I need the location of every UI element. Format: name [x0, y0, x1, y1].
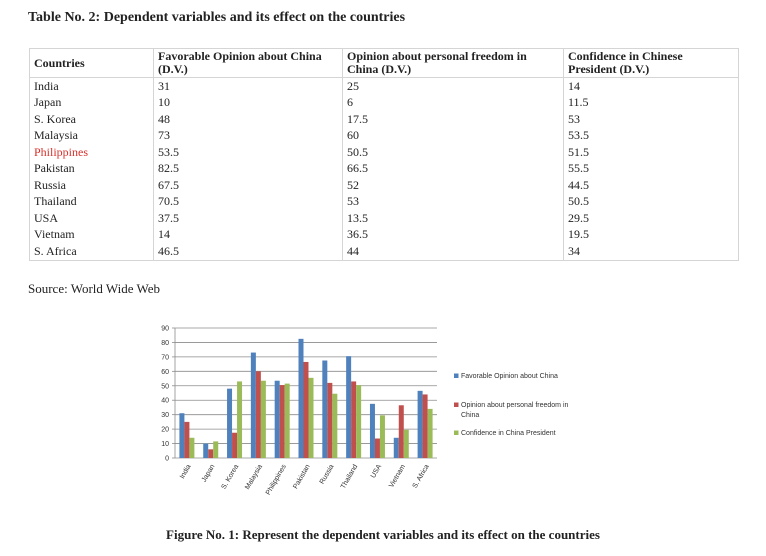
y-tick-label: 40: [161, 397, 169, 405]
y-tick-label: 10: [161, 441, 169, 449]
source-note: Source: World Wide Web: [28, 281, 161, 296]
value-cell: 82.5: [154, 161, 343, 178]
value-cell: 52: [343, 177, 564, 194]
legend-swatch-2: [454, 403, 459, 408]
bar-japan-series-2: [208, 449, 213, 458]
value-cell: 29.5: [564, 210, 739, 227]
value-cell: 36.5: [343, 227, 564, 244]
value-cell: 34: [564, 243, 739, 260]
value-cell: 13.5: [343, 210, 564, 227]
bar-s-africa-series-1: [418, 391, 423, 458]
bar-india-series-1: [179, 413, 184, 458]
value-cell: 6: [343, 95, 564, 112]
bar-usa-series-1: [370, 404, 375, 458]
table-row-thailand: [30, 194, 739, 211]
y-tick-label: 70: [161, 354, 169, 362]
bar-vietnam-series-2: [399, 405, 404, 458]
bar-s-africa-series-3: [428, 409, 433, 458]
bar-s-korea-series-3: [237, 381, 242, 458]
x-tick-label: Philippines: [264, 463, 288, 497]
value-cell: 70.5: [154, 194, 343, 211]
table-row-usa: [30, 210, 739, 227]
bar-india-series-3: [189, 438, 194, 458]
bar-thailand-series-3: [356, 385, 361, 458]
value-cell: 66.5: [343, 161, 564, 178]
legend-label-favorable: Favorable Opinion about China: [461, 373, 558, 380]
legend-swatch-3: [454, 431, 459, 436]
legend-label-confidence: Confidence in China President: [461, 430, 556, 437]
y-tick-label: 30: [161, 412, 169, 420]
y-tick-label: 0: [165, 455, 169, 463]
value-cell: 60: [343, 128, 564, 145]
y-tick-label: 60: [161, 368, 169, 376]
value-cell: 67.5: [154, 177, 343, 194]
header-countries: Countries: [30, 49, 154, 78]
country-cell: Thailand: [30, 194, 154, 211]
value-cell: 46.5: [154, 243, 343, 260]
x-tick-label: Malaysia: [244, 463, 265, 491]
bar-philippines-series-1: [275, 381, 280, 458]
bar-s-korea-series-2: [232, 433, 237, 458]
bar-philippines-series-2: [280, 385, 285, 458]
y-tick-label: 90: [161, 325, 169, 333]
value-cell: 48: [154, 111, 343, 128]
x-tick-label: India: [178, 463, 193, 481]
table-row-s-africa: [30, 243, 739, 260]
value-cell: 73: [154, 128, 343, 145]
value-cell: 53: [343, 194, 564, 211]
figure-caption: Figure No. 1: Represent the dependent variables and its effect on the countries: [166, 527, 600, 542]
country-cell: Japan: [30, 95, 154, 112]
value-cell: 44.5: [564, 177, 739, 194]
country-cell: S. Africa: [30, 243, 154, 260]
value-cell: 51.5: [564, 144, 739, 161]
value-cell: 14: [154, 227, 343, 244]
value-cell: 11.5: [564, 95, 739, 112]
country-cell: Philippines: [30, 144, 154, 161]
bar-malaysia-series-2: [256, 371, 261, 458]
bar-usa-series-3: [380, 415, 385, 458]
table-row-vietnam: [30, 227, 739, 244]
value-cell: 55.5: [564, 161, 739, 178]
bar-s-africa-series-2: [423, 394, 428, 458]
x-tick-label: Russia: [318, 463, 336, 486]
bar-japan-series-1: [203, 444, 208, 458]
country-cell: India: [30, 78, 154, 95]
table-row-pakistan: [30, 161, 739, 178]
value-cell: 50.5: [564, 194, 739, 211]
value-cell: 31: [154, 78, 343, 95]
value-cell: 44: [343, 243, 564, 260]
x-tick-label: Pakistan: [292, 463, 312, 491]
table-header-row: [30, 49, 739, 78]
table-row-malaysia: [30, 128, 739, 145]
country-cell: Pakistan: [30, 161, 154, 178]
table-row-philippines: [30, 144, 739, 161]
x-tick-label: S. Korea: [220, 463, 241, 491]
x-tick-label: Japan: [200, 463, 217, 484]
y-tick-label: 80: [161, 339, 169, 347]
bar-japan-series-3: [213, 441, 218, 458]
bar-pakistan-series-1: [299, 339, 304, 458]
value-cell: 14: [564, 78, 739, 95]
x-tick-label: Vietnam: [388, 463, 408, 490]
x-tick-label: USA: [369, 463, 384, 480]
table-row-india: [30, 78, 739, 95]
bar-russia-series-3: [332, 394, 337, 458]
value-cell: 53: [564, 111, 739, 128]
dependent-variables-table: [29, 48, 739, 261]
bar-philippines-series-3: [285, 384, 290, 458]
bar-vietnam-series-3: [404, 430, 409, 458]
value-cell: 53.5: [564, 128, 739, 145]
legend-label-personal-freedom: Opinion about personal freedom in China: [461, 402, 569, 419]
bar-malaysia-series-3: [261, 381, 266, 458]
table-body: [30, 78, 739, 261]
bar-india-series-2: [184, 422, 189, 458]
bar-chart: [150, 318, 610, 518]
country-cell: USA: [30, 210, 154, 227]
table-caption: Table No. 2: Dependent variables and its effect on the countries: [28, 10, 406, 25]
value-cell: 37.5: [154, 210, 343, 227]
bar-pakistan-series-3: [309, 378, 314, 458]
table-row-s-korea: [30, 111, 739, 128]
value-cell: 25: [343, 78, 564, 95]
country-cell: Vietnam: [30, 227, 154, 244]
x-tick-label: Thailand: [339, 463, 360, 491]
header-confidence-president: Confidence in Chinese President (D.V.): [564, 49, 739, 78]
bar-usa-series-2: [375, 439, 380, 459]
bar-thailand-series-1: [346, 356, 351, 458]
value-cell: 10: [154, 95, 343, 112]
bar-s-korea-series-1: [227, 389, 232, 458]
header-favorable-opinion: Favorable Opinion about China (D.V.): [154, 49, 343, 78]
value-cell: 19.5: [564, 227, 739, 244]
bar-malaysia-series-1: [251, 353, 256, 458]
table-row-japan: [30, 95, 739, 112]
country-cell: Russia: [30, 177, 154, 194]
bar-russia-series-2: [327, 383, 332, 458]
value-cell: 17.5: [343, 111, 564, 128]
bar-russia-series-1: [322, 361, 327, 459]
y-tick-label: 20: [161, 426, 169, 434]
country-cell: S. Korea: [30, 111, 154, 128]
country-cell: Malaysia: [30, 128, 154, 145]
table-row-russia: [30, 177, 739, 194]
y-tick-label: 50: [161, 383, 169, 391]
value-cell: 50.5: [343, 144, 564, 161]
header-personal-freedom: Opinion about personal freedom in China (D.V.): [343, 49, 564, 78]
value-cell: 53.5: [154, 144, 343, 161]
legend-swatch-1: [454, 374, 459, 379]
x-tick-label: S. Africa: [411, 463, 431, 490]
bar-thailand-series-2: [351, 381, 356, 458]
bar-pakistan-series-2: [304, 362, 309, 458]
bar-vietnam-series-1: [394, 438, 399, 458]
